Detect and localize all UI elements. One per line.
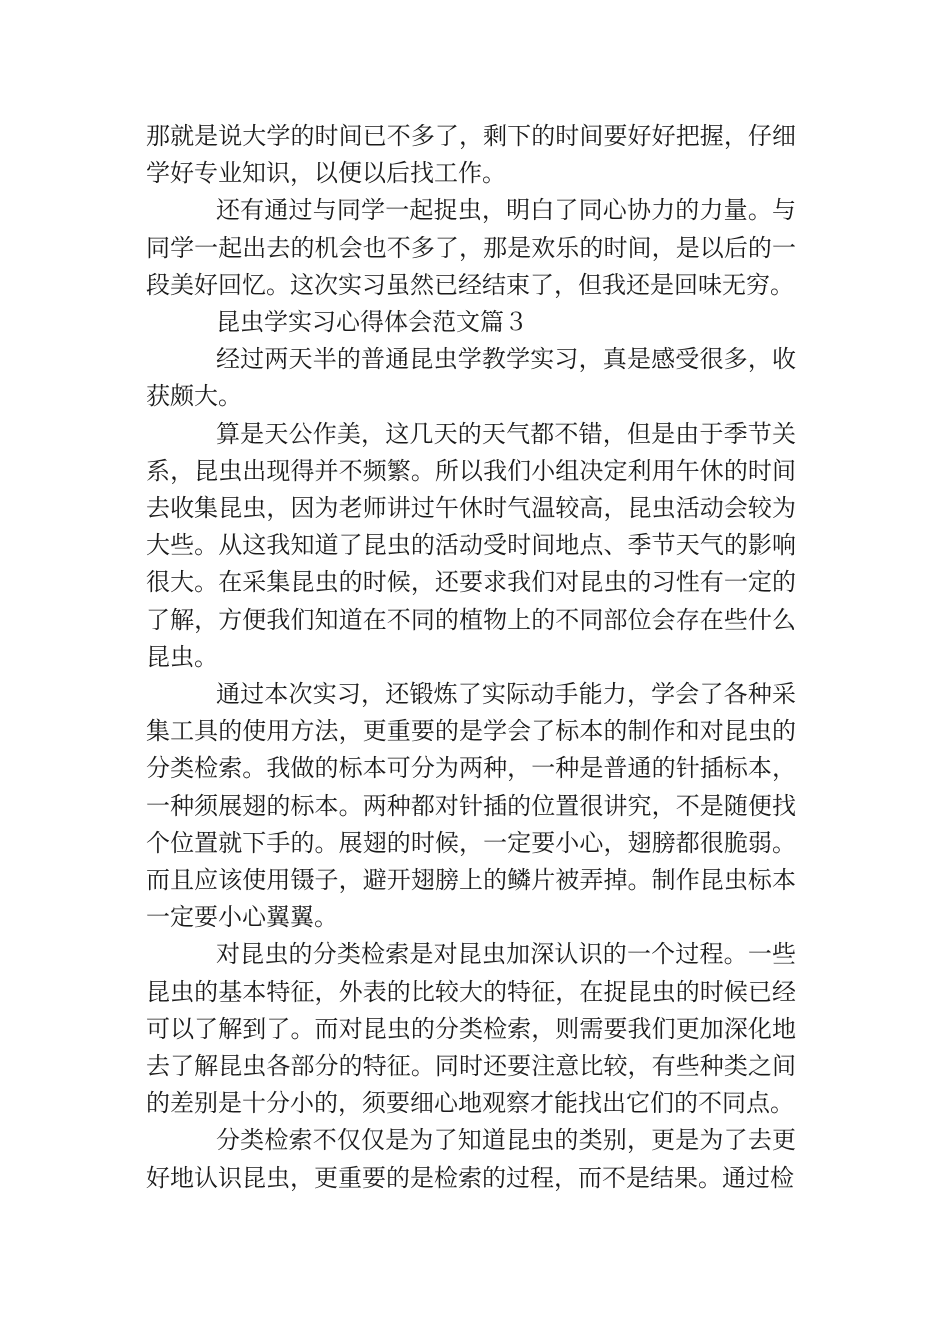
paragraph: 对昆虫的分类检索是对昆虫加深认识的一个过程。一些昆虫的基本特征，外表的比较大的特征，在捉昆虫的时候已经可以了解到了。而对昆虫的分类检索，则需要我们更加深化地去了解昆虫各部分的特征。同时还要注意比较，有些种类之间的差别是十分小的，须要细心地观察才能找出它们的不同点。: [146, 940, 796, 1118]
paragraph: 算是天公作美，这几天的天气都不错，但是由于季节关系，昆虫出现得并不频繁。所以我们小组决定利用午休的时间去收集昆虫，因为老师讲过午休时气温较高，昆虫活动会较为大些。从这我知道了昆虫的活动受时间地点、季节天气的影响很大。在采集昆虫的时候，还要求我们对昆虫的习性有一定的了解，方便我们知道在不同的植物上的不同部位会存在些什么昆虫。: [146, 419, 796, 671]
paragraph: 通过本次实习，还锻炼了实际动手能力，学会了各种采集工具的使用方法，更重要的是学会了标本的制作和对昆虫的分类检索。我做的标本可分为两种，一种是普通的针插标本，一种须展翅的标本。两种都对针插的位置很讲究，不是随便找个位置就下手的。展翅的时候，一定要小心，翅膀都很脆弱。而且应该使用镊子，避开翅膀上的鳞片被弄掉。制作昆虫标本一定要小心翼翼。: [146, 680, 796, 932]
section-heading: 昆虫学实习心得体会范文篇３: [216, 308, 528, 337]
paragraph: 还有通过与同学一起捉虫，明白了同心协力的力量。与同学一起出去的机会也不多了，那是欢乐的时间，是以后的一段美好回忆。这次实习虽然已经结束了，但我还是回味无穷。: [146, 196, 796, 299]
paragraph: 经过两天半的普通昆虫学教学实习，真是感受很多，收获颇大。: [146, 345, 796, 411]
paragraph-continuation: 那就是说大学的时间已不多了，剩下的时间要好好把握，仔细学好专业知识，以便以后找工作。: [146, 122, 796, 188]
document-body: [146, 118, 796, 1197]
paragraph: 分类检索不仅仅是为了知道昆虫的类别，更是为了去更好地认识昆虫，更重要的是检索的过程，而不是结果。通过检: [146, 1126, 796, 1192]
